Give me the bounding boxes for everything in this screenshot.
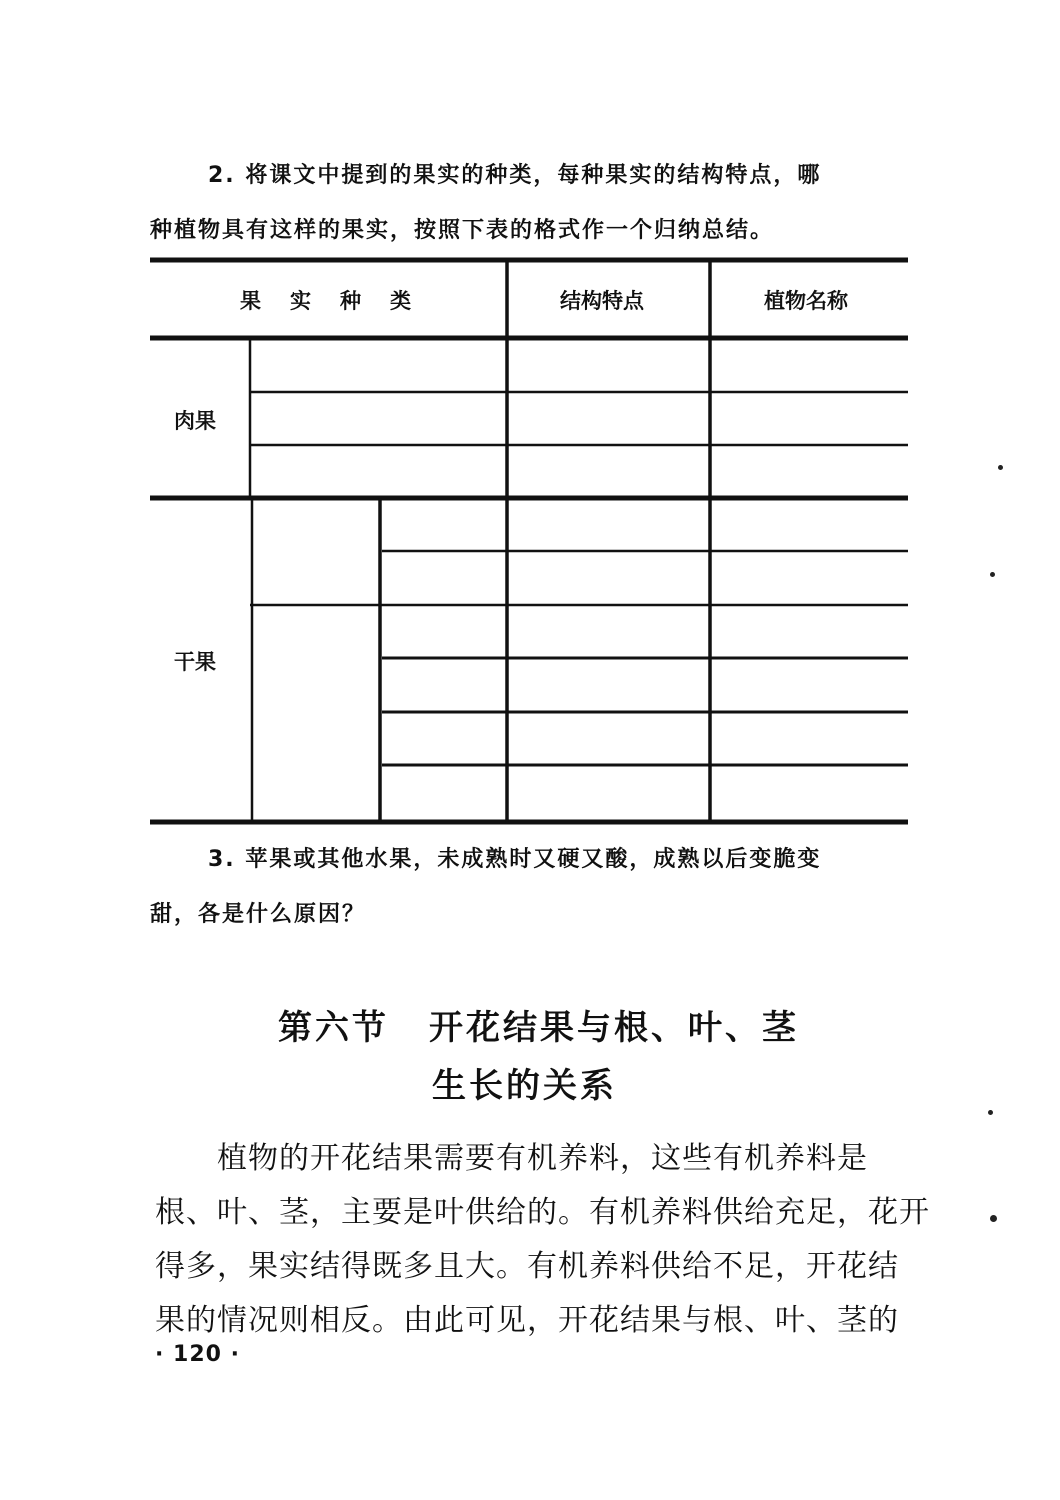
header-structure-features: 结构特点 [560,289,644,313]
table-grid [150,255,908,827]
body-line-4: 果的情况则相反。由此可见，开花结果与根、叶、茎的 [155,1303,899,1338]
body-line-1: 植物的开花结果需要有机养料，这些有机养料是 [217,1141,868,1176]
print-speck [988,1110,993,1115]
header-fruit-type: 果 实 种 类 [240,289,415,313]
section-title-line-2: 生长的关系 [432,1066,617,1106]
body-line-3: 得多，果实结得既多且大。有机养料供给不足，开花结 [155,1249,899,1284]
question-3-line-1: 3. 苹果或其他水果，未成熟时又硬又酸，成熟以后变脆变 [208,847,822,872]
print-speck [998,465,1003,470]
fruit-summary-table [150,255,908,827]
row-label-fleshy-fruit: 肉果 [174,409,216,433]
question-3 [150,832,821,942]
print-speck [990,572,995,577]
print-speck [990,1215,997,1222]
question-2 [150,148,821,258]
body-paragraph [155,1132,930,1348]
section-title-line-1 [278,1000,799,1049]
section-number: 第六节 [278,1008,389,1048]
page-number: · 120 · [155,1342,240,1367]
question-2-line-1: 2. 将课文中提到的果实的种类，每种果实的结构特点，哪 [208,163,822,188]
question-3-line-2: 甜，各是什么原因？ [150,902,367,927]
section-title-text: 开花结果与根、叶、茎 [429,1008,799,1048]
question-2-line-2: 种植物具有这样的果实，按照下表的格式作一个归纳总结。 [150,218,775,243]
body-line-2: 根、叶、茎，主要是叶供给的。有机养料供给充足，花开 [155,1195,930,1230]
header-plant-name: 植物名称 [764,289,848,313]
row-label-dry-fruit: 干果 [174,650,216,674]
